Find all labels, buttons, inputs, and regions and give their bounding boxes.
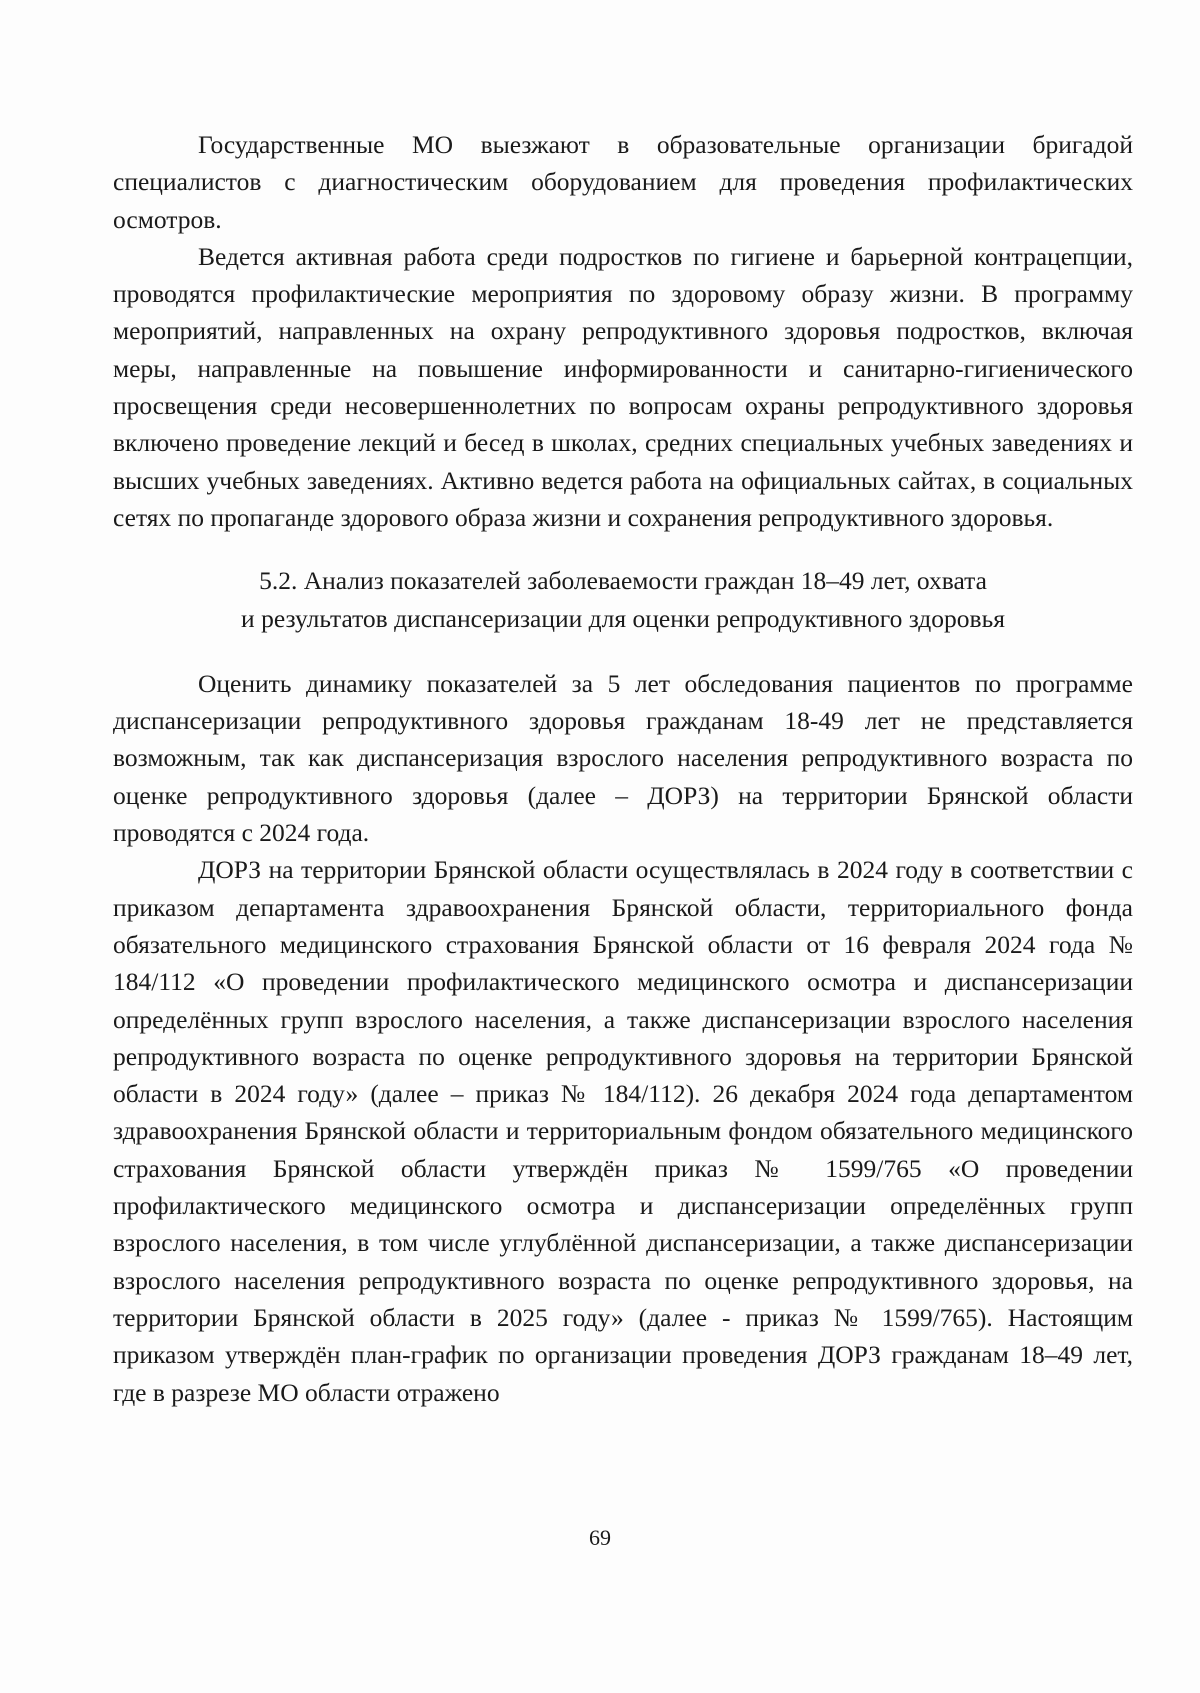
paragraph-dorz-orders: ДОРЗ на территории Брянской области осуществлялась в 2024 году в соответствии с приказом департамента здравоохранения Брянской области, территориального фонда обязательного медицинского страхования Брянской области от 16 февраля 2024 года № 184/112 «О проведении профилактического медицинского осмотра и диспансеризации определённых групп взрослого населения, а также диспансеризации взрослого населения репродуктивного возраста по оценке репродуктивного здоровья на территории Брянской области в 2024 году» (далее – приказ № 184/112). 26 декабря 2024 года департаментом здравоохранения Брянской области и территориальным фондом обязательного медицинского страхования Брянской области утверждён приказ № 1599/765 «О проведении профилактического медицинского осмотра и диспансеризации определённых групп взрослого населения, в том числе углублённой диспансеризации, а также диспансеризации взрослого населения репродуктивного возраста по оценке репродуктивного здоровья, на территории Брянской области в 2025 году» (далее - приказ № 1599/765). Настоящим приказом утверждён план-график по организации проведения ДОРЗ гражданам 18–49 лет, где в разрезе МО области отражено <box>113 855 1133 1407</box>
page-content <box>113 126 1133 1411</box>
section-heading <box>113 562 1133 637</box>
paragraph-mobile-teams: Государственные МО выезжают в образовательные организации бригадой специалистов с диагностическим оборудованием для проведения профилактических осмотров. <box>113 130 1133 234</box>
paragraph-dynamics: Оценить динамику показателей за 5 лет обследования пациентов по программе диспансеризации репродуктивного здоровья гражданам 18-49 лет не представляется возможным, так как диспансеризация взрослого населения репродуктивного возраста по оценке репродуктивного здоровья (далее – ДОРЗ) на территории Брянской области проводятся с 2024 года. <box>113 668 1133 848</box>
section-heading-line-2: и результатов диспансеризации для оценки репродуктивного здоровья <box>241 603 1005 633</box>
section-heading-line-1: 5.2. Анализ показателей заболеваемости граждан 18–49 лет, охвата <box>259 566 987 596</box>
page-number: 69 <box>589 1525 611 1550</box>
paragraph-teen-work: Ведется активная работа среди подростков по гигиене и барьерной контрацепции, проводятся профилактические мероприятия по здоровому образу жизни. В программу мероприятий, направленных на охрану репродуктивного здоровья подростков, включая меры, направленные на повышение информированности и санитарно-гигиенического просвещения среди несовершеннолетних по вопросам охраны репродуктивного здоровья включено проведение лекций и бесед в школах, средних специальных учебных заведениях и высших учебных заведениях. Активно ведется работа на официальных сайтах, в социальных сетях по пропаганде здорового образа жизни и сохранения репродуктивного здоровья. <box>113 241 1133 532</box>
